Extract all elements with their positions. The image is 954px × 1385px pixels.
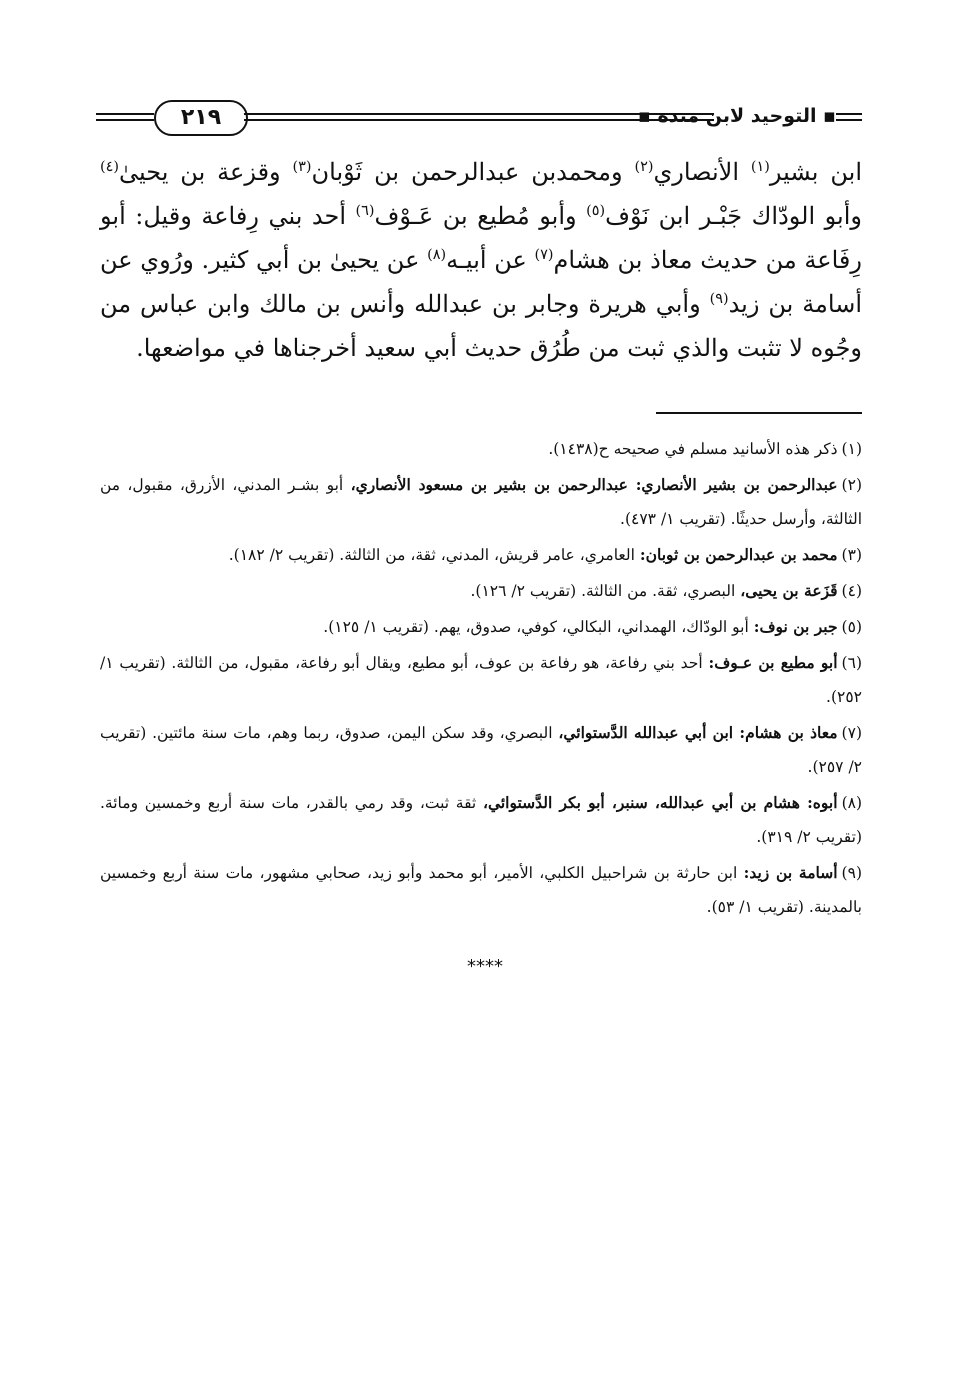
footnotes	[100, 432, 862, 926]
footnote-ref: (٤)	[100, 159, 119, 175]
text-run: عن يحيىٰ بن أبي كثير. ورُوي عن أسامة بن زيد	[100, 246, 863, 318]
footnote-2	[100, 468, 862, 536]
footnote-number: (٦)	[841, 654, 862, 672]
footnote-ref: (٢)	[634, 159, 654, 175]
footnote-heading: معاذ بن هشام: ابن أبي عبدالله الدَّستوائي،	[558, 723, 838, 742]
footnote-ref: (٥)	[586, 203, 606, 219]
footnote-7	[100, 716, 862, 784]
footnote-ref: (٩)	[709, 291, 729, 307]
footnote-text: ذكر هذه الأسانيد مسلم في صحيحه ح(١٤٣٨).	[548, 440, 838, 458]
footnote-ref: (٨)	[427, 247, 447, 263]
footnote-heading: قَزَعة بن يحيى،	[740, 581, 838, 600]
text-run: ابن بشير	[769, 158, 862, 186]
footnote-1	[100, 432, 862, 466]
footnote-number: (٩)	[841, 864, 862, 882]
text-run: وقزعة بن يحيىٰ	[118, 158, 293, 186]
footnote-text: ثقة ثبت، وقد رمي بالقدر، مات سنة أربع وخمسين ومائة. (تقريب ٢/ ٣١٩).	[100, 794, 862, 846]
text-run: وأبو الودّاك جَبْـر ابن نَوْف	[605, 202, 862, 230]
book-title: ▪ التوحيد لابن منده ▪	[637, 105, 836, 127]
footnote-ref: (١)	[750, 159, 770, 175]
footnote-text: ابن حارثة بن شراحبيل الكلبي، الأمير، أبو محمد وأبو زيد، صحابي مشهور، مات سنة أربع وخمسين بالمدينة. (تقريب ١/ ٥٣).	[100, 864, 862, 916]
footnote-ref: (٦)	[355, 203, 375, 219]
footnote-text: البصري، وقد سكن اليمن، صدوق، ربما وهم، مات سنة مائتين. (تقريب ٢/ ٢٥٧).	[100, 724, 862, 776]
page-number: ٢١٩	[154, 100, 248, 136]
footnote-number: (٢)	[841, 476, 862, 494]
footnote-text: أحد بني رفاعة، هو رفاعة بن عوف، أبو مطيع، ويقال أبو رفاعة، مقبول، من الثالثة. (تقريب ١/ ٢٥٢).	[100, 654, 862, 706]
footnote-heading: جبر بن نوف:	[753, 617, 838, 636]
text-run: وأبو مُطيع بن عَـوْف	[374, 202, 587, 230]
text-run: الأنصاري	[653, 158, 751, 186]
footnote-5	[100, 610, 862, 644]
footnote-separator	[656, 412, 862, 414]
footnote-4	[100, 574, 862, 608]
footnote-6	[100, 646, 862, 714]
main-paragraph	[100, 150, 862, 370]
footnote-number: (٧)	[841, 724, 862, 742]
footnote-ref: (٣)	[292, 159, 312, 175]
header-rule-right	[836, 113, 862, 121]
footnote-heading: أبوه: هشام بن أبي عبدالله، سنبر، أبو بكر الدَّستوائي،	[482, 793, 838, 812]
footnote-8	[100, 786, 862, 854]
footnote-text: البصري، ثقة. من الثالثة. (تقريب ٢/ ١٢٦).	[470, 582, 741, 600]
footnote-3	[100, 538, 862, 572]
text-run: ومحمدبن عبدالرحمن بن ثَوْبان	[311, 158, 635, 186]
footnote-heading: أبو مطيع بن عـوف:	[708, 653, 838, 672]
page-header	[96, 98, 862, 138]
text-run: عن أبيـه	[446, 246, 535, 274]
footnote-number: (١)	[841, 440, 862, 458]
text-run: أحد بني رِفاعة وقيل: أبو رِفَاعة من حديث معاذ بن هشام	[100, 202, 862, 274]
footnote-text: أبو بشـر المدني، الأزرق، مقبول، من الثالثة، وأرسل حديثًا. (تقريب ١/ ٤٧٣).	[100, 476, 862, 528]
footnote-heading: أسامة بن زيد:	[743, 863, 838, 882]
header-rule-left	[96, 113, 154, 121]
footnote-number: (٨)	[841, 794, 863, 812]
footnote-text: أبو الودّاك، الهمداني، البكالي، كوفي، صدوق، يهم. (تقريب ١/ ١٢٥).	[323, 618, 754, 636]
text-run: وأبي هريرة وجابر بن عبدالله وأنس بن مالك وابن عباس من وجُوه لا تثبت والذي ثبت من طُرُق حديث أبي سعيد أخرجناها في مواضعها.	[100, 290, 862, 362]
footnote-number: (٣)	[841, 546, 862, 564]
footnote-number: (٤)	[841, 582, 862, 600]
footnote-heading: عبدالرحمن بن بشير الأنصاري: عبدالرحمن بن بشير بن مسعود الأنصاري،	[350, 475, 838, 494]
footnote-ref: (٧)	[534, 247, 554, 263]
footnote-heading: محمد بن عبدالرحمن بن ثوبان:	[639, 545, 838, 564]
footnote-text: العامري، عامر قريش، المدني، ثقة، من الثالثة. (تقريب ٢/ ١٨٢).	[228, 546, 640, 564]
footnote-9	[100, 856, 862, 924]
footnote-number: (٥)	[841, 618, 862, 636]
end-mark: ****	[467, 956, 503, 977]
main-text	[100, 150, 862, 370]
